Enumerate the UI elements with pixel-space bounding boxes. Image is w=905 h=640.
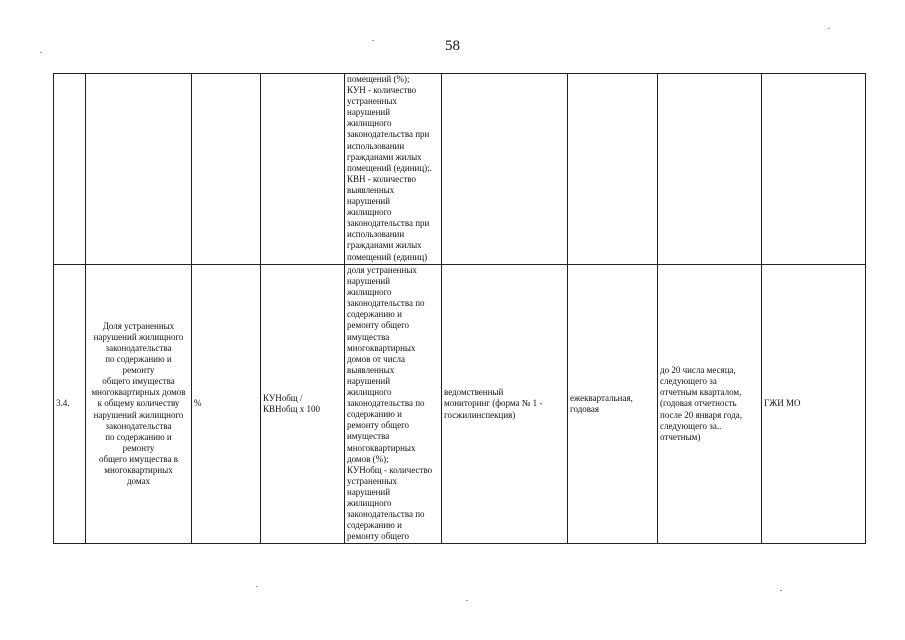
scan-speck <box>466 600 468 601</box>
formula-cell: КУНобщ / КВНобщ х 100 <box>261 265 345 544</box>
unit-cell <box>192 74 261 265</box>
formula-cell <box>261 74 345 265</box>
scan-speck <box>780 590 782 591</box>
data-source-cell <box>442 74 568 265</box>
responsible-cell: ГЖИ МО <box>762 265 866 544</box>
frequency-cell: ежеквартальная, годовая <box>568 265 658 544</box>
page-number: 58 <box>445 38 460 54</box>
deadline-cell: до 20 числа месяца, следующего за отчетным кварталом, (годовая отчетность после 20 января года, следующего за.. отчетным) <box>658 265 762 544</box>
scan-speck <box>40 52 42 53</box>
table-row <box>54 74 866 265</box>
row-number-cell: 3.4. <box>54 265 86 544</box>
scan-speck <box>256 586 258 587</box>
indicator-definition-cell: доля устраненных нарушений жилищного законодательства по содержанию и ремонту общего имущества многоквартирных домов от числа выявленных нарушений жилищного законодательства по содержанию и ремонту общего имущества многоквартирных домов (%); КУНобщ - количество устраненных нарушений жилищного законодательства по содержанию и ремонту общего <box>345 265 442 544</box>
indicator-definition-cell: помещений (%); КУН - количество устраненных нарушений жилищного законодательства при использовании гражданами жилых помещений (единиц);. КВН - количество выявленных нарушений жилищного законодательства при использовании гражданами жилых помещений (единиц) <box>345 74 442 265</box>
frequency-cell <box>568 74 658 265</box>
scan-speck <box>372 40 374 41</box>
row-number-cell <box>54 74 86 265</box>
unit-cell: % <box>192 265 261 544</box>
deadline-cell <box>658 74 762 265</box>
indicator-table <box>53 73 866 544</box>
table-row <box>54 265 866 544</box>
scan-speck <box>828 28 830 29</box>
indicator-name-cell: Доля устраненных нарушений жилищного законодательства по содержанию и ремонту общего имущества многоквартирных домов к общему количеству нарушений жилищного законодательства по содержанию и ремонту общего имущества в многоквартирных домах <box>86 265 192 544</box>
indicator-name-cell <box>86 74 192 265</box>
responsible-cell <box>762 74 866 265</box>
data-source-cell: ведомственный мониторинг (форма № 1 - госжилинспекция) <box>442 265 568 544</box>
